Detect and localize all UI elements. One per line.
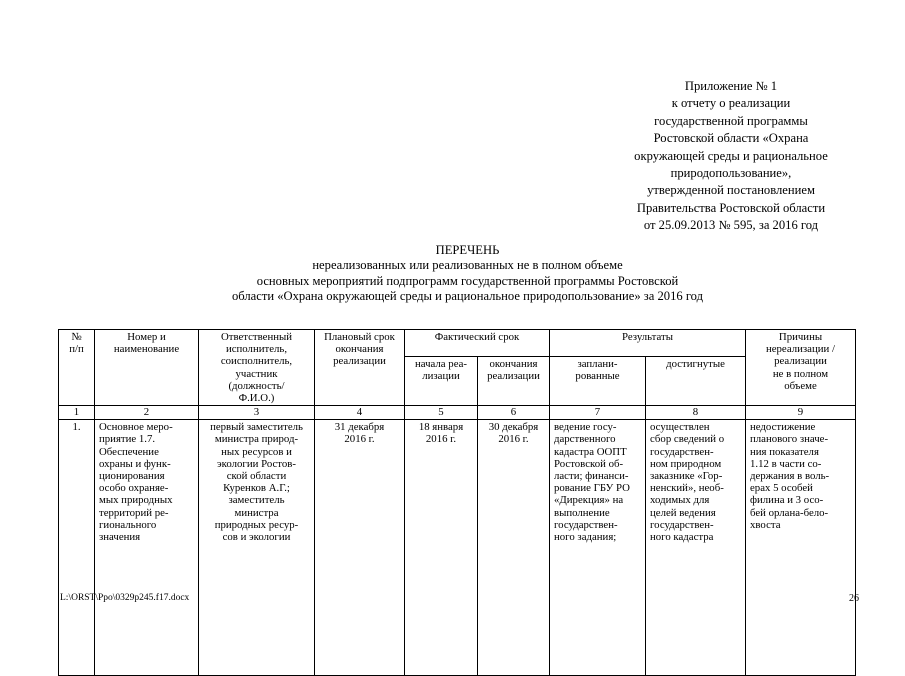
- title-heading: ПЕРЕЧЕНЬ: [435, 243, 500, 257]
- text-line: экологии Ростов-: [217, 457, 296, 470]
- text-line: Ответственный: [220, 331, 293, 343]
- column-number: 9: [746, 406, 856, 420]
- text-line: реализации: [333, 355, 386, 368]
- header-name: [95, 330, 199, 406]
- header-reasons: [746, 330, 856, 406]
- text-line: природных ресур-: [214, 518, 299, 531]
- text-line: реализации: [774, 355, 827, 368]
- text-line: наименование: [113, 343, 180, 356]
- document-title: [160, 243, 775, 304]
- text-line: министра природ-: [214, 433, 299, 446]
- text-line: лизации: [422, 370, 460, 383]
- text-line: ния показателя: [750, 445, 819, 458]
- text-line: Плановый срок: [324, 331, 395, 343]
- text-line: заплани-: [577, 358, 618, 371]
- text-line: 18 января: [418, 421, 464, 434]
- text-line: начала реа-: [414, 358, 468, 371]
- text-line: достигнутые: [666, 358, 725, 371]
- text-line: 30 декабря: [488, 421, 539, 434]
- text-line: выполнение: [554, 506, 610, 519]
- file-path: L:\ORST\Ppo\0329p245.f17.docx: [60, 593, 190, 603]
- text-line: территорий ре-: [99, 506, 169, 519]
- column-number: 5: [405, 406, 478, 420]
- text-line: не в полном: [772, 367, 829, 380]
- text-line: Обеспечение: [99, 445, 159, 458]
- title-line: области «Охрана окружающей среды и рациональное природопользование» за 2016 год: [231, 288, 704, 303]
- text-line: ведение госу-: [554, 421, 617, 434]
- cell-reasons: [746, 420, 856, 676]
- title-line: основных мероприятий подпрограмм государственной программы Ростовской: [256, 273, 679, 288]
- column-number: 4: [315, 406, 405, 420]
- appendix-line: государственной программы: [654, 113, 808, 128]
- text-line: осуществлен: [650, 421, 710, 434]
- text-line: 31 декабря: [334, 421, 385, 434]
- table-row: [59, 420, 856, 676]
- text-line: первый заместитель: [210, 421, 303, 434]
- header-row: [59, 330, 856, 357]
- column-number: 2: [95, 406, 199, 420]
- text-line: реализации: [487, 370, 540, 383]
- text-line: хвоста: [750, 518, 781, 531]
- text-line: филина и 3 осо-: [750, 494, 824, 507]
- text-line: рование ГБУ РО: [554, 482, 630, 495]
- text-line: ного кадастра: [650, 531, 714, 544]
- text-line: п/п: [69, 343, 84, 356]
- header-results-achieved: [646, 357, 746, 406]
- column-number: 6: [478, 406, 550, 420]
- header-actual-end: [478, 357, 550, 406]
- text-line: заказнике «Гор-: [650, 470, 723, 483]
- header-planned-term: [315, 330, 405, 406]
- title-line: нереализованных или реализованных не в полном объеме: [312, 258, 623, 273]
- text-line: ном природном: [650, 457, 722, 470]
- cell-num: [59, 420, 95, 676]
- text-line: ской области: [226, 470, 287, 483]
- appendix-line: утвержденной постановлением: [647, 183, 815, 198]
- text-line: Номер и: [127, 331, 166, 343]
- appendix-line: природопользование»,: [670, 166, 792, 181]
- header-actual-start: [405, 357, 478, 406]
- text-line: №: [71, 331, 82, 343]
- text-line: участник: [235, 367, 278, 380]
- cell-results-planned: [550, 420, 646, 676]
- text-line: ных ресурсов и: [221, 445, 292, 458]
- text-line: ходимых для: [650, 494, 710, 507]
- text-line: окончания: [489, 358, 538, 371]
- text-line: бей орлана-бело-: [750, 506, 829, 519]
- text-line: целей ведения: [650, 506, 716, 519]
- text-line: планового значе-: [750, 433, 829, 446]
- report-table: [58, 329, 856, 676]
- text-line: 1.12 в части со-: [750, 457, 822, 470]
- text-line: исполнитель,: [225, 343, 288, 356]
- header-results: Результаты: [550, 330, 746, 357]
- text-line: ерах 5 особей: [750, 482, 813, 495]
- text-line: кадастра ООПТ: [554, 445, 627, 458]
- text-line: гионального: [99, 518, 157, 531]
- text-line: государствен-: [554, 518, 618, 531]
- header-results-planned: [550, 357, 646, 406]
- text-line: дарственного: [554, 433, 616, 446]
- appendix-line: от 25.09.2013 № 595, за 2016 год: [643, 218, 819, 233]
- text-line: Ростовской об-: [554, 457, 624, 470]
- appendix-line: окружающей среды и рациональное: [634, 148, 828, 163]
- text-line: Куренков А.Г.;: [223, 482, 290, 495]
- text-line: рованные: [575, 370, 620, 383]
- text-line: ного задания;: [554, 531, 617, 544]
- column-number: 8: [646, 406, 746, 420]
- text-line: заместитель: [228, 494, 285, 507]
- text-line: министра: [234, 506, 279, 519]
- text-line: значения: [99, 531, 141, 544]
- text-line: государствен-: [650, 518, 714, 531]
- text-line: объеме: [784, 379, 817, 392]
- cell-results-achieved: [646, 420, 746, 676]
- cell-planned-term: [315, 420, 405, 676]
- text-line: государствен-: [650, 445, 714, 458]
- column-number: 7: [550, 406, 646, 420]
- cell-responsible: [199, 420, 315, 676]
- text-line: Основное меро-: [99, 421, 173, 434]
- text-line: охраны и функ-: [99, 457, 171, 470]
- text-line: ласти; финанси-: [554, 470, 629, 483]
- cell-name: [95, 420, 199, 676]
- text-line: ненский», необ-: [650, 482, 724, 495]
- text-line: «Дирекция» на: [554, 494, 624, 507]
- header-actual-term: Фактический срок: [405, 330, 550, 357]
- appendix-line: Приложение № 1: [684, 79, 778, 93]
- column-number: 3: [199, 406, 315, 420]
- text-line: соисполнитель,: [220, 355, 293, 368]
- header-responsible: [199, 330, 315, 406]
- text-line: 2016 г.: [344, 433, 375, 446]
- text-line: (должность/: [228, 379, 285, 392]
- appendix-line: Правительства Ростовской области: [636, 200, 826, 215]
- appendix-line: Ростовской области «Охрана: [653, 131, 809, 146]
- cell-actual-start: [405, 420, 478, 676]
- text-line: Причины: [778, 331, 823, 343]
- text-line: Ф.И.О.): [238, 392, 275, 405]
- text-line: сбор сведений о: [650, 433, 725, 446]
- page-number: 26: [849, 593, 859, 604]
- text-line: особо охраняе-: [99, 482, 169, 495]
- text-line: недостижение: [750, 421, 816, 434]
- text-line: приятие 1.7.: [99, 433, 156, 446]
- text-line: 2016 г.: [498, 433, 529, 446]
- text-line: 2016 г.: [425, 433, 457, 446]
- text-line: окончания: [335, 343, 384, 356]
- appendix-line: к отчету о реализации: [671, 96, 791, 111]
- text-line: держания в воль-: [750, 470, 830, 483]
- text-line: сов и экологии: [222, 531, 291, 544]
- header-num: [59, 330, 95, 406]
- column-number-row: [59, 406, 856, 420]
- cell-actual-end: [478, 420, 550, 676]
- column-number: 1: [59, 406, 95, 420]
- appendix-block: [596, 78, 866, 235]
- text-line: нереализации /: [765, 343, 836, 356]
- text-line: мых природных: [99, 494, 173, 507]
- text-line: ционирования: [99, 470, 165, 483]
- text-line: 1.: [72, 421, 81, 434]
